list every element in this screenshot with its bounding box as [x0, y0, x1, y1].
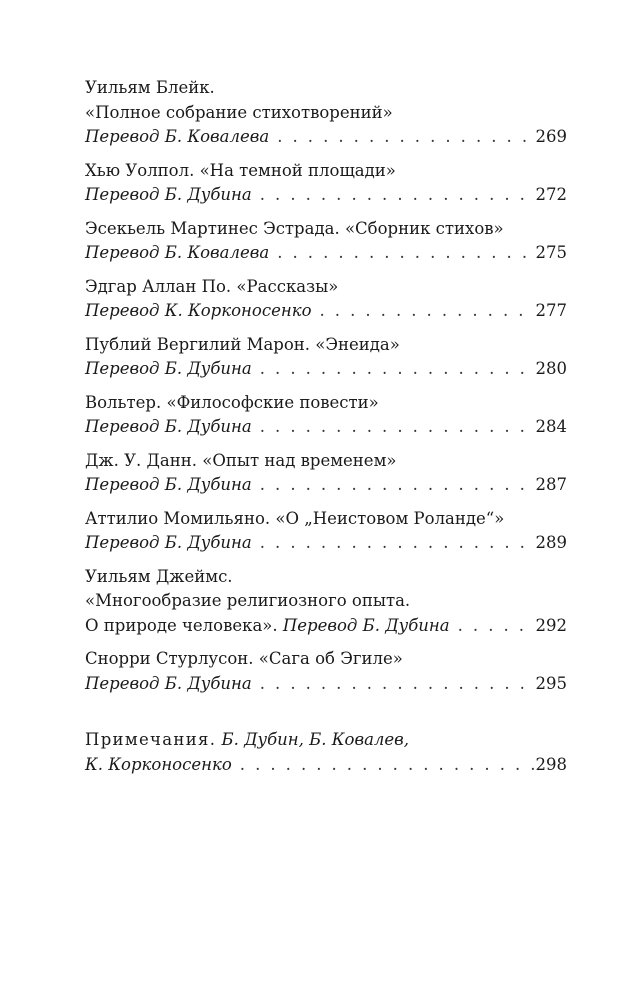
toc-entry [85, 333, 567, 382]
table-of-contents [85, 76, 567, 786]
entry-translator-line [85, 672, 567, 697]
entry-translator-line [85, 241, 567, 266]
entry-translator-line [85, 183, 567, 208]
entry-translator-line [85, 299, 567, 324]
translator: Перевод Б. Дубина [282, 615, 450, 635]
dot-leader [260, 183, 534, 208]
translator: Перевод Б. Ковалева [85, 127, 270, 146]
page-number: 292 [535, 615, 567, 635]
translator: Перевод Б. Дубина [85, 359, 252, 378]
page-number: 295 [535, 673, 567, 693]
page-number: 272 [535, 185, 567, 204]
entry-title-line: Эсекьель Мартинес Эстрада. «Сборник стихов» [85, 218, 504, 238]
entry-title-line: Уильям Джеймс. [85, 566, 233, 586]
page-number: 269 [535, 127, 567, 146]
entry-title-line: Снорри Стурлусон. «Сага об Эгиле» [85, 649, 403, 668]
dot-leader [260, 672, 534, 697]
entry-translator-line [85, 125, 567, 150]
entry-title-line: Дж. У. Данн. «Опыт над временем» [85, 450, 397, 470]
page-number: 277 [535, 301, 567, 320]
entry-translator-line [85, 357, 567, 382]
translator: Перевод Б. Дубина [85, 533, 252, 552]
toc-entry [85, 647, 567, 696]
toc-entry [85, 159, 567, 208]
entry-title-line: Хью Уолпол. «На темной площади» [85, 160, 396, 180]
entry-translator-line [85, 614, 567, 639]
entry-translator-line [85, 473, 567, 498]
page-number: 275 [535, 243, 567, 262]
dot-leader [320, 299, 534, 324]
dot-leader [260, 531, 534, 556]
dot-leader [277, 125, 533, 150]
notes-line [85, 728, 567, 753]
toc-entry [85, 565, 567, 639]
page-number: 287 [535, 475, 567, 494]
entry-translator-line [85, 415, 567, 440]
translator: Перевод Б. Дубина [85, 673, 252, 693]
entry-title-line: Эдгар Аллан По. «Рассказы» [85, 276, 339, 296]
toc-entry [85, 391, 567, 440]
dot-leader [260, 415, 534, 440]
toc-entry [85, 507, 567, 556]
entry-title-tail: О природе человека». [85, 615, 278, 635]
page-number: 280 [535, 359, 567, 378]
notes-authors-line [85, 753, 567, 778]
toc-entry [85, 217, 567, 266]
translator: Перевод Б. Дубина [85, 185, 252, 204]
translator: Перевод Б. Ковалева [85, 243, 270, 262]
entry-title-line: «Полное собрание стихотворений» [85, 102, 393, 122]
entry-title-line: «Многообразие религиозного опыта. [85, 591, 411, 610]
toc-entry-notes [85, 728, 567, 777]
notes-label: Примечания. [85, 730, 217, 749]
entry-title-line: Вольтер. «Философские повести» [85, 392, 379, 412]
dot-leader [458, 614, 534, 639]
notes-authors: К. Корконосенко [85, 754, 232, 774]
page-number: 298 [535, 754, 567, 774]
entry-translator-line [85, 531, 567, 556]
entry-title-line: Аттилио Момильяно. «О „Неистовом Роланде“» [85, 508, 505, 528]
translator: Перевод К. Корконосенко [85, 301, 312, 320]
translator: Перевод Б. Дубина [85, 417, 252, 436]
notes-authors: Б. Дубин, Б. Ковалев, [221, 730, 410, 749]
toc-entry [85, 449, 567, 498]
translator: Перевод Б. Дубина [85, 475, 252, 494]
page-number: 289 [535, 533, 567, 552]
entry-title-line: Уильям Блейк. [85, 78, 215, 97]
toc-entry [85, 76, 567, 150]
dot-leader [277, 241, 533, 266]
dot-leader [240, 753, 534, 778]
entry-title-line: Публий Вергилий Марон. «Энеида» [85, 334, 400, 354]
page-number: 284 [535, 417, 567, 436]
dot-leader [260, 357, 534, 382]
toc-entry [85, 275, 567, 324]
dot-leader [260, 473, 534, 498]
